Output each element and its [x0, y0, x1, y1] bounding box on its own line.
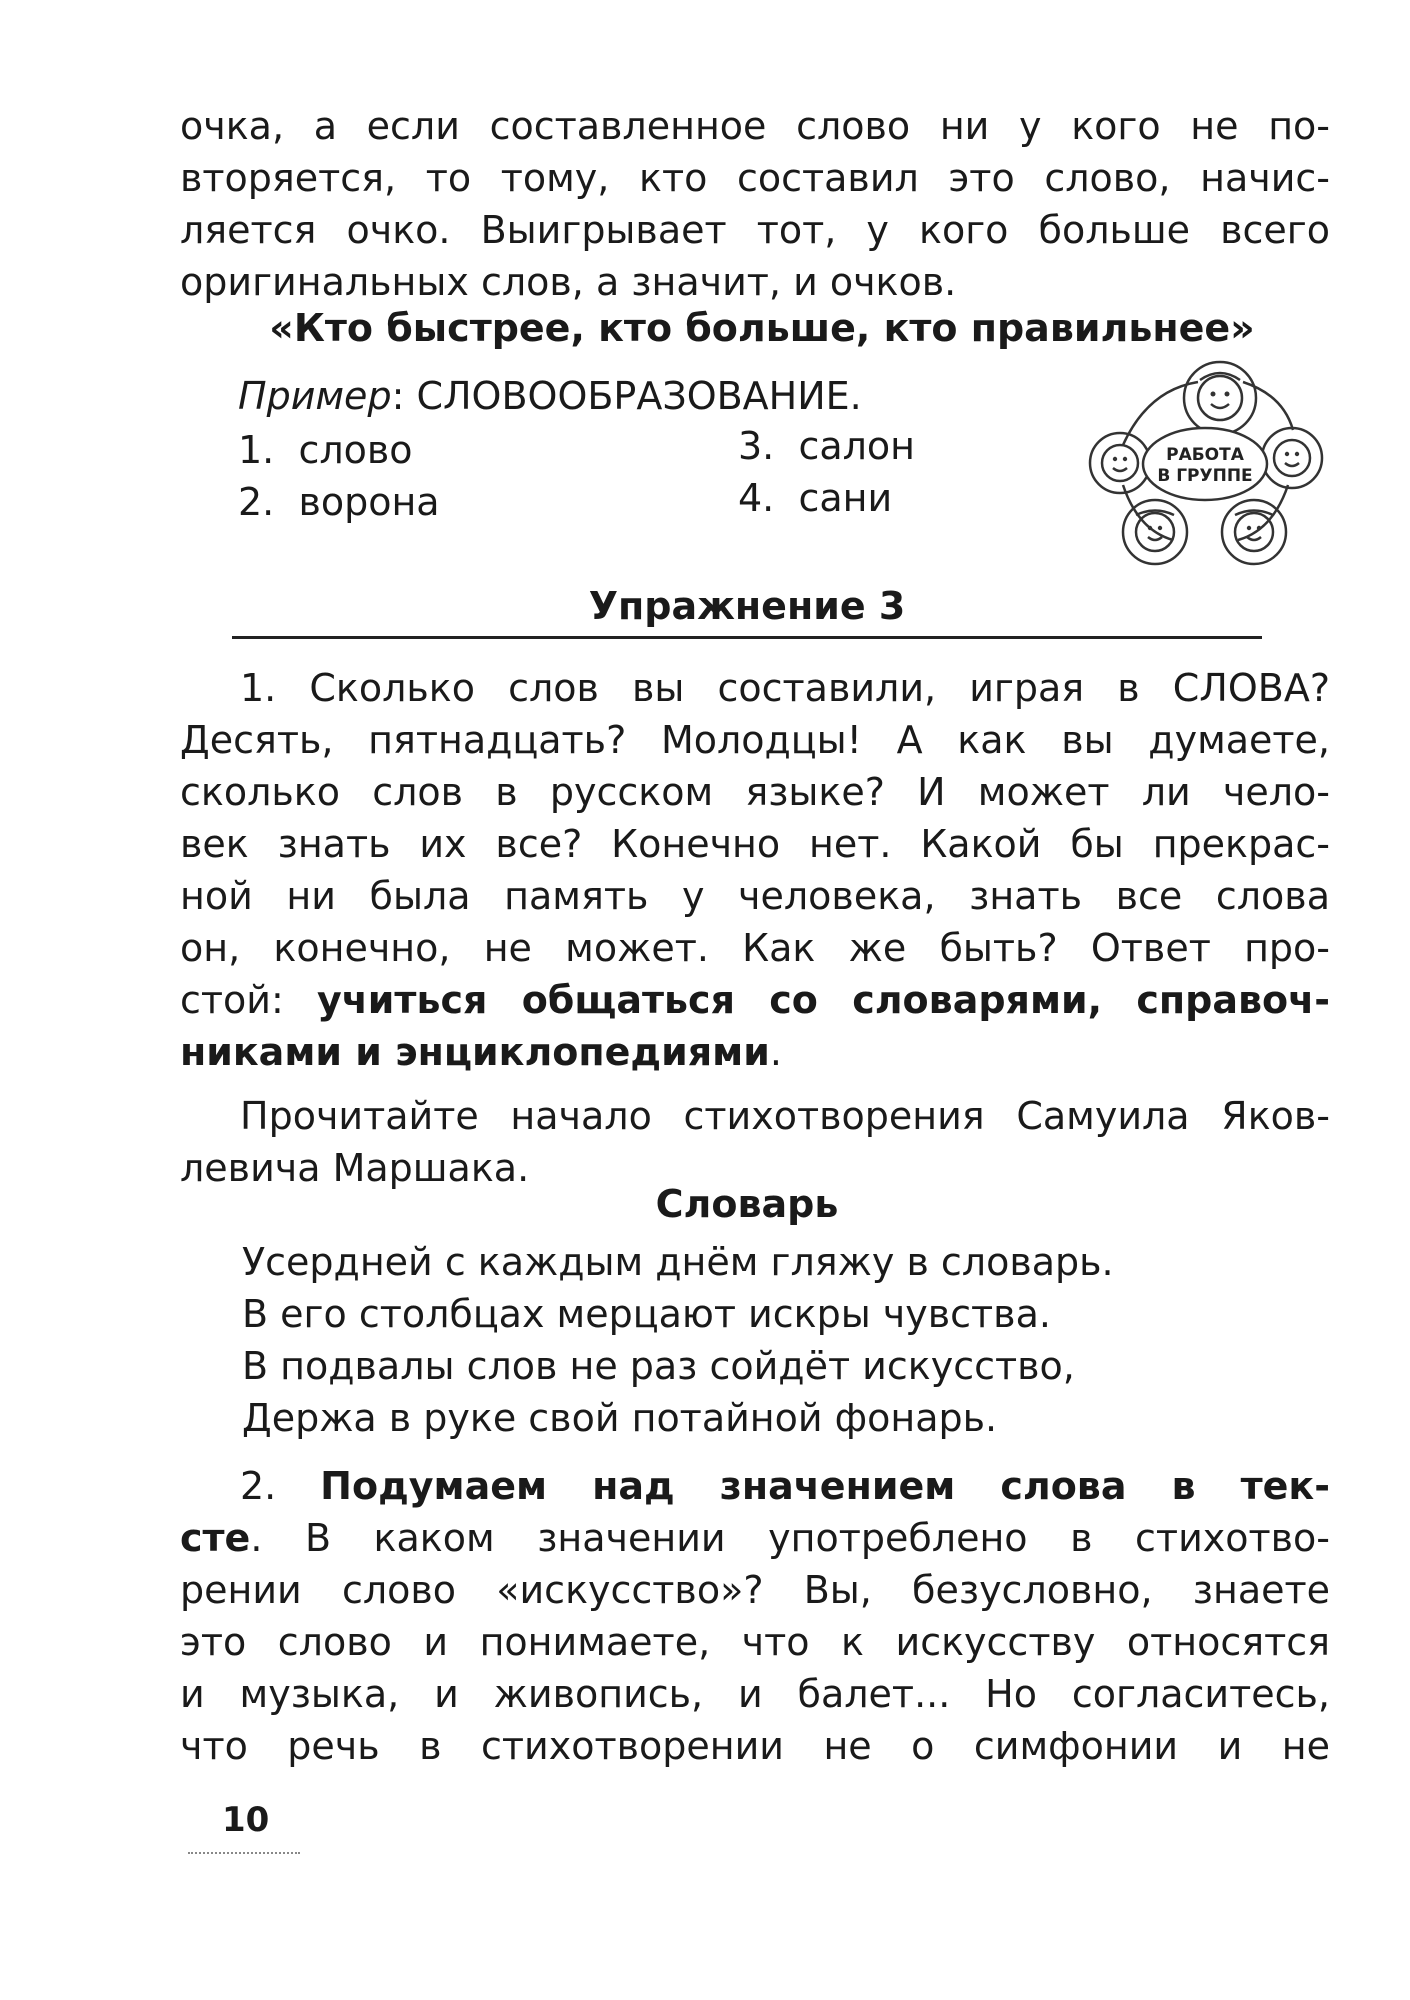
p3-line: и музыка, и живопись, и балет... Но согласитесь,	[180, 1672, 1330, 1716]
poem-line: В его столбцах мерцают искры чувства.	[242, 1292, 1051, 1336]
example-word: : СЛОВООБРАЗОВАНИЕ.	[391, 374, 862, 418]
exercise-title: Упражнение 3	[588, 584, 906, 628]
p3-line: сте. В каком значении употреблено в стихотво-	[180, 1516, 1330, 1560]
heading-divider	[232, 636, 1262, 639]
p1-line: век знать их все? Конечно нет. Какой бы прекрас-	[180, 822, 1330, 866]
badge-line-2: В ГРУППЕ	[1157, 466, 1253, 486]
p3-line: что речь в стихотворении не о симфонии и не	[180, 1724, 1330, 1768]
p3-line: рении слово «искусство»? Вы, безусловно, знаете	[180, 1568, 1330, 1612]
p2-line: Прочитайте начало стихотворения Самуила Яков-	[240, 1094, 1330, 1138]
p2-line: левича Маршака.	[180, 1146, 530, 1190]
p3-line: это слово и понимаете, что к искусству относятся	[180, 1620, 1330, 1664]
example-item: 4. сани	[738, 476, 893, 520]
example-label: Пример	[238, 374, 392, 418]
example	[238, 370, 862, 422]
p3-line: 2. Подумаем над значением слова в тек-	[240, 1464, 1330, 1508]
poem-line: Усердней с каждым днём гляжу в словарь.	[242, 1240, 1114, 1284]
page-number-underline	[188, 1852, 300, 1854]
group-work-icon	[1078, 360, 1328, 570]
p1-line: он, конечно, не может. Как же быть? Ответ про-	[180, 926, 1330, 970]
example-item: 1. слово	[238, 428, 413, 472]
page-number: 10	[222, 1800, 270, 1840]
intro-line: очка, а если составленное слово ни у кого не по-	[180, 104, 1330, 148]
p1-line: ной ни была память у человека, знать все слова	[180, 874, 1330, 918]
p1-line: сколько слов в русском языке? И может ли чело-	[180, 770, 1330, 814]
p1-line: стой: учиться общаться со словарями, справоч-	[180, 978, 1331, 1022]
p1-line: 1. Сколько слов вы составили, играя в СЛОВА?	[240, 666, 1330, 710]
intro-line: ляется очко. Выигрывает тот, у кого больше всего	[180, 208, 1330, 252]
poem-title: Словарь	[655, 1182, 839, 1226]
p1-line: никами и энциклопедиями.	[180, 1030, 782, 1074]
game-title: «Кто быстрее, кто больше, кто правильнее»	[269, 306, 1255, 350]
example-item: 2. ворона	[238, 480, 440, 524]
intro-line: вторяется, то тому, кто составил это слово, начис-	[180, 156, 1330, 200]
badge-line-1: РАБОТА	[1166, 445, 1244, 465]
example-item: 3. салон	[738, 424, 915, 468]
p1-line: Десять, пятнадцать? Молодцы! А как вы думаете,	[180, 718, 1330, 762]
poem-line: Держа в руке свой потайной фонарь.	[242, 1396, 998, 1440]
poem-line: В подвалы слов не раз сойдёт искусство,	[242, 1344, 1075, 1388]
intro-line: оригинальных слов, а значит, и очков.	[180, 260, 957, 304]
